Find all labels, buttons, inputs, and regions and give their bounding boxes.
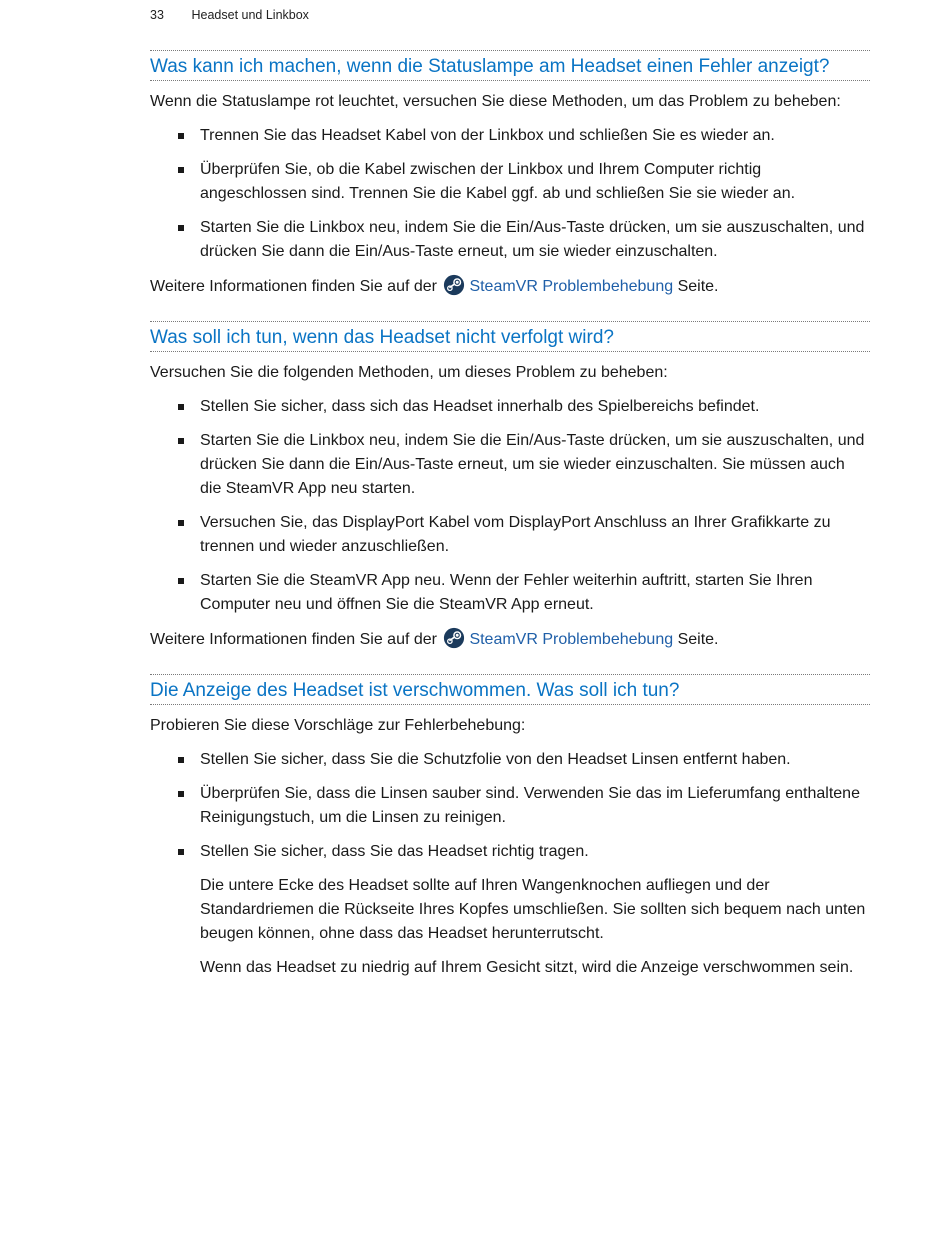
- bullet-icon: [178, 757, 184, 763]
- section-intro: Wenn die Statuslampe rot leuchtet, versuchen Sie diese Methoden, um das Problem zu beheben:: [150, 93, 841, 110]
- list-item: Überprüfen Sie, dass die Linsen sauber sind. Verwenden Sie das im Lieferumfang enthaltene Reinigungstuch, um die Linsen zu reinigen.: [150, 782, 870, 830]
- list-item: Überprüfen Sie, ob die Kabel zwischen der Linkbox und Ihrem Computer richtig angeschlossen sind. Trennen Sie die Kabel ggf. ab und schließen Sie sie wieder an.: [150, 158, 870, 206]
- list-item: Stellen Sie sicher, dass Sie das Headset richtig tragen.: [150, 840, 870, 864]
- bullet-icon: [178, 167, 184, 173]
- bullet-icon: [178, 520, 184, 526]
- section-status-light: [150, 50, 870, 299]
- steamvr-troubleshooting-link[interactable]: SteamVR Problembehebung: [469, 631, 674, 648]
- bullet-list: [150, 748, 870, 864]
- list-item: Starten Sie die SteamVR App neu. Wenn der Fehler weiterhin auftritt, starten Sie Ihren Computer neu und öffnen Sie die SteamVR App erneut.: [150, 569, 870, 617]
- page-content: [150, 50, 870, 1002]
- chapter-title: Headset und Linkbox: [191, 8, 309, 22]
- section-intro: Versuchen Sie die folgenden Methoden, um dieses Problem zu beheben:: [150, 364, 668, 381]
- list-item: Starten Sie die Linkbox neu, indem Sie die Ein/Aus-Taste drücken, um sie auszuschalten, und drücken Sie dann die Ein/Aus-Taste erneut, um sie wieder einzuschalten. Sie müssen auch die SteamVR App neu starten.: [150, 429, 870, 501]
- bullet-icon: [178, 225, 184, 231]
- bullet-icon: [178, 133, 184, 139]
- section-not-tracked: [150, 321, 870, 652]
- bullet-icon: [178, 849, 184, 855]
- bullet-list: [150, 124, 870, 264]
- list-item: Starten Sie die Linkbox neu, indem Sie die Ein/Aus-Taste drücken, um sie auszuschalten, und drücken Sie dann die Ein/Aus-Taste erneut, um sie wieder einzuschalten.: [150, 216, 870, 264]
- bullet-icon: [178, 791, 184, 797]
- more-info: Weitere Informationen finden Sie auf der SteamVR Problembehebung Seite.: [150, 274, 870, 299]
- section-blurry-display: [150, 674, 870, 980]
- steam-icon: [443, 274, 465, 296]
- bullet-icon: [178, 404, 184, 410]
- sub-paragraph: Die untere Ecke des Headset sollte auf Ihren Wangenknochen aufliegen und der Standardriemen die Rückseite Ihres Kopfes umschließen. Sie sollten sich bequem nach unten beugen können, ohne dass das Headset herunterrutscht.: [200, 877, 866, 942]
- bullet-list: [150, 395, 870, 617]
- list-item: Stellen Sie sicher, dass sich das Headset innerhalb des Spielbereichs befindet.: [150, 395, 870, 419]
- sub-paragraph: Wenn das Headset zu niedrig auf Ihrem Gesicht sitzt, wird die Anzeige verschwommen sein.: [200, 959, 854, 976]
- steam-icon: [443, 627, 465, 649]
- list-item: Versuchen Sie, das DisplayPort Kabel vom DisplayPort Anschluss an Ihrer Grafikkarte zu trennen und wieder anzuschließen.: [150, 511, 870, 559]
- bullet-icon: [178, 438, 184, 444]
- section-heading: Was kann ich machen, wenn die Statuslampe am Headset einen Fehler anzeigt?: [150, 50, 870, 81]
- section-intro: Probieren Sie diese Vorschläge zur Fehlerbehebung:: [150, 717, 526, 734]
- bullet-icon: [178, 578, 184, 584]
- page-number: 33: [150, 8, 164, 22]
- more-info: Weitere Informationen finden Sie auf der SteamVR Problembehebung Seite.: [150, 627, 870, 652]
- section-heading: Was soll ich tun, wenn das Headset nicht verfolgt wird?: [150, 321, 870, 352]
- list-item: Trennen Sie das Headset Kabel von der Linkbox und schließen Sie es wieder an.: [150, 124, 870, 148]
- section-heading: Die Anzeige des Headset ist verschwommen. Was soll ich tun?: [150, 674, 870, 705]
- steamvr-troubleshooting-link[interactable]: SteamVR Problembehebung: [469, 278, 674, 295]
- list-item: Stellen Sie sicher, dass Sie die Schutzfolie von den Headset Linsen entfernt haben.: [150, 748, 870, 772]
- page-header: [150, 8, 309, 22]
